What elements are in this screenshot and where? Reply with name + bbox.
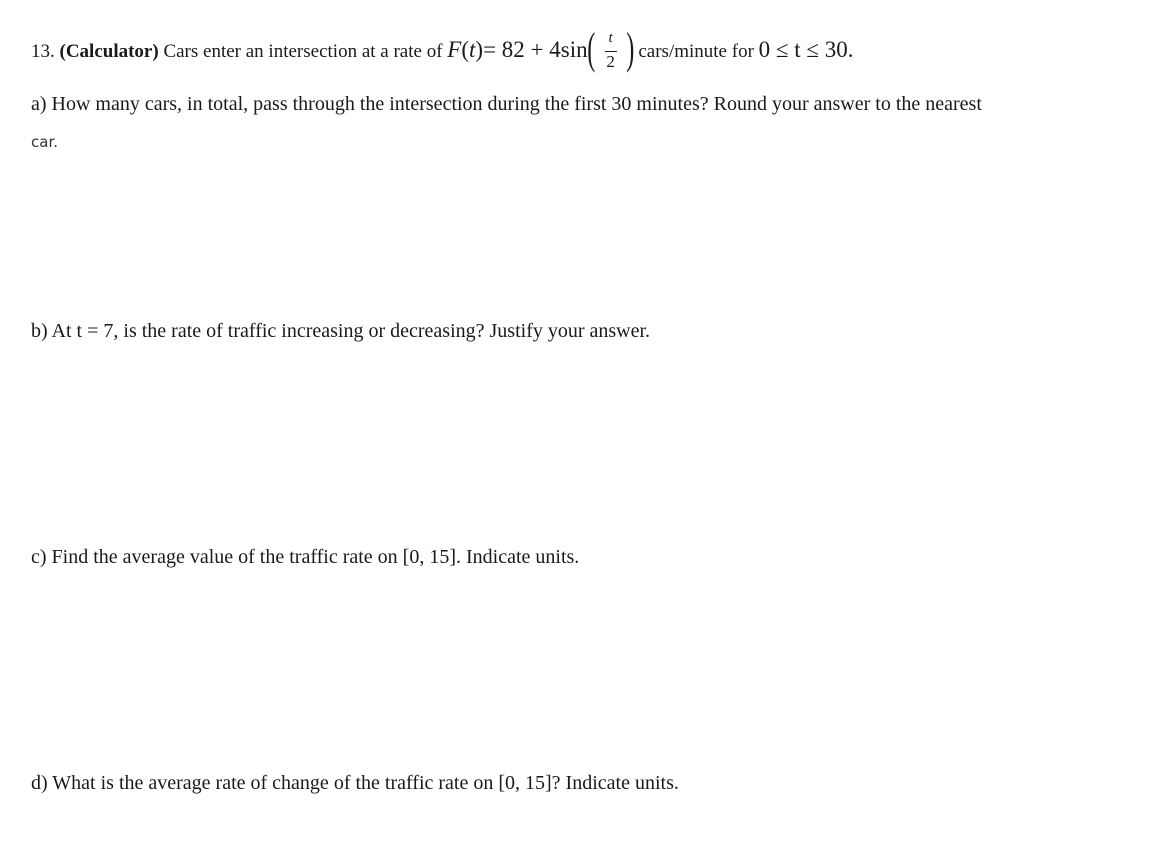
fraction-denominator: 2 [606, 51, 615, 71]
formula-fraction: ( t 2 ) [586, 23, 635, 73]
time-domain: 0 ≤ t ≤ 30. [758, 37, 854, 62]
problem-statement [31, 23, 854, 73]
fraction-numerator: t [608, 29, 613, 46]
rate-formula: F(t)= 82 + 4sin ( t 2 ) [447, 23, 635, 73]
formula-function: F [447, 37, 462, 62]
question-a-continuation: car. [31, 133, 58, 151]
formula-variable: t [469, 37, 476, 62]
question-c: c) Find the average value of the traffic rate on [0, 15]. Indicate units. [31, 546, 580, 568]
calculator-tag: (Calculator) [59, 41, 159, 62]
problem-number: 13. [31, 41, 55, 62]
question-a: a) How many cars, in total, pass through the intersection during the first 30 minutes? Round your answer to the nearest [31, 93, 982, 115]
formula-rhs: = 82 + 4sin [483, 37, 588, 62]
problem-intro: Cars enter an intersection at a rate of [163, 41, 443, 62]
question-b: b) At t = 7, is the rate of traffic increasing or decreasing? Justify your answer. [31, 320, 651, 342]
question-d: d) What is the average rate of change of the traffic rate on [0, 15]? Indicate units. [31, 772, 679, 794]
formula-units: cars/minute for [638, 41, 754, 62]
